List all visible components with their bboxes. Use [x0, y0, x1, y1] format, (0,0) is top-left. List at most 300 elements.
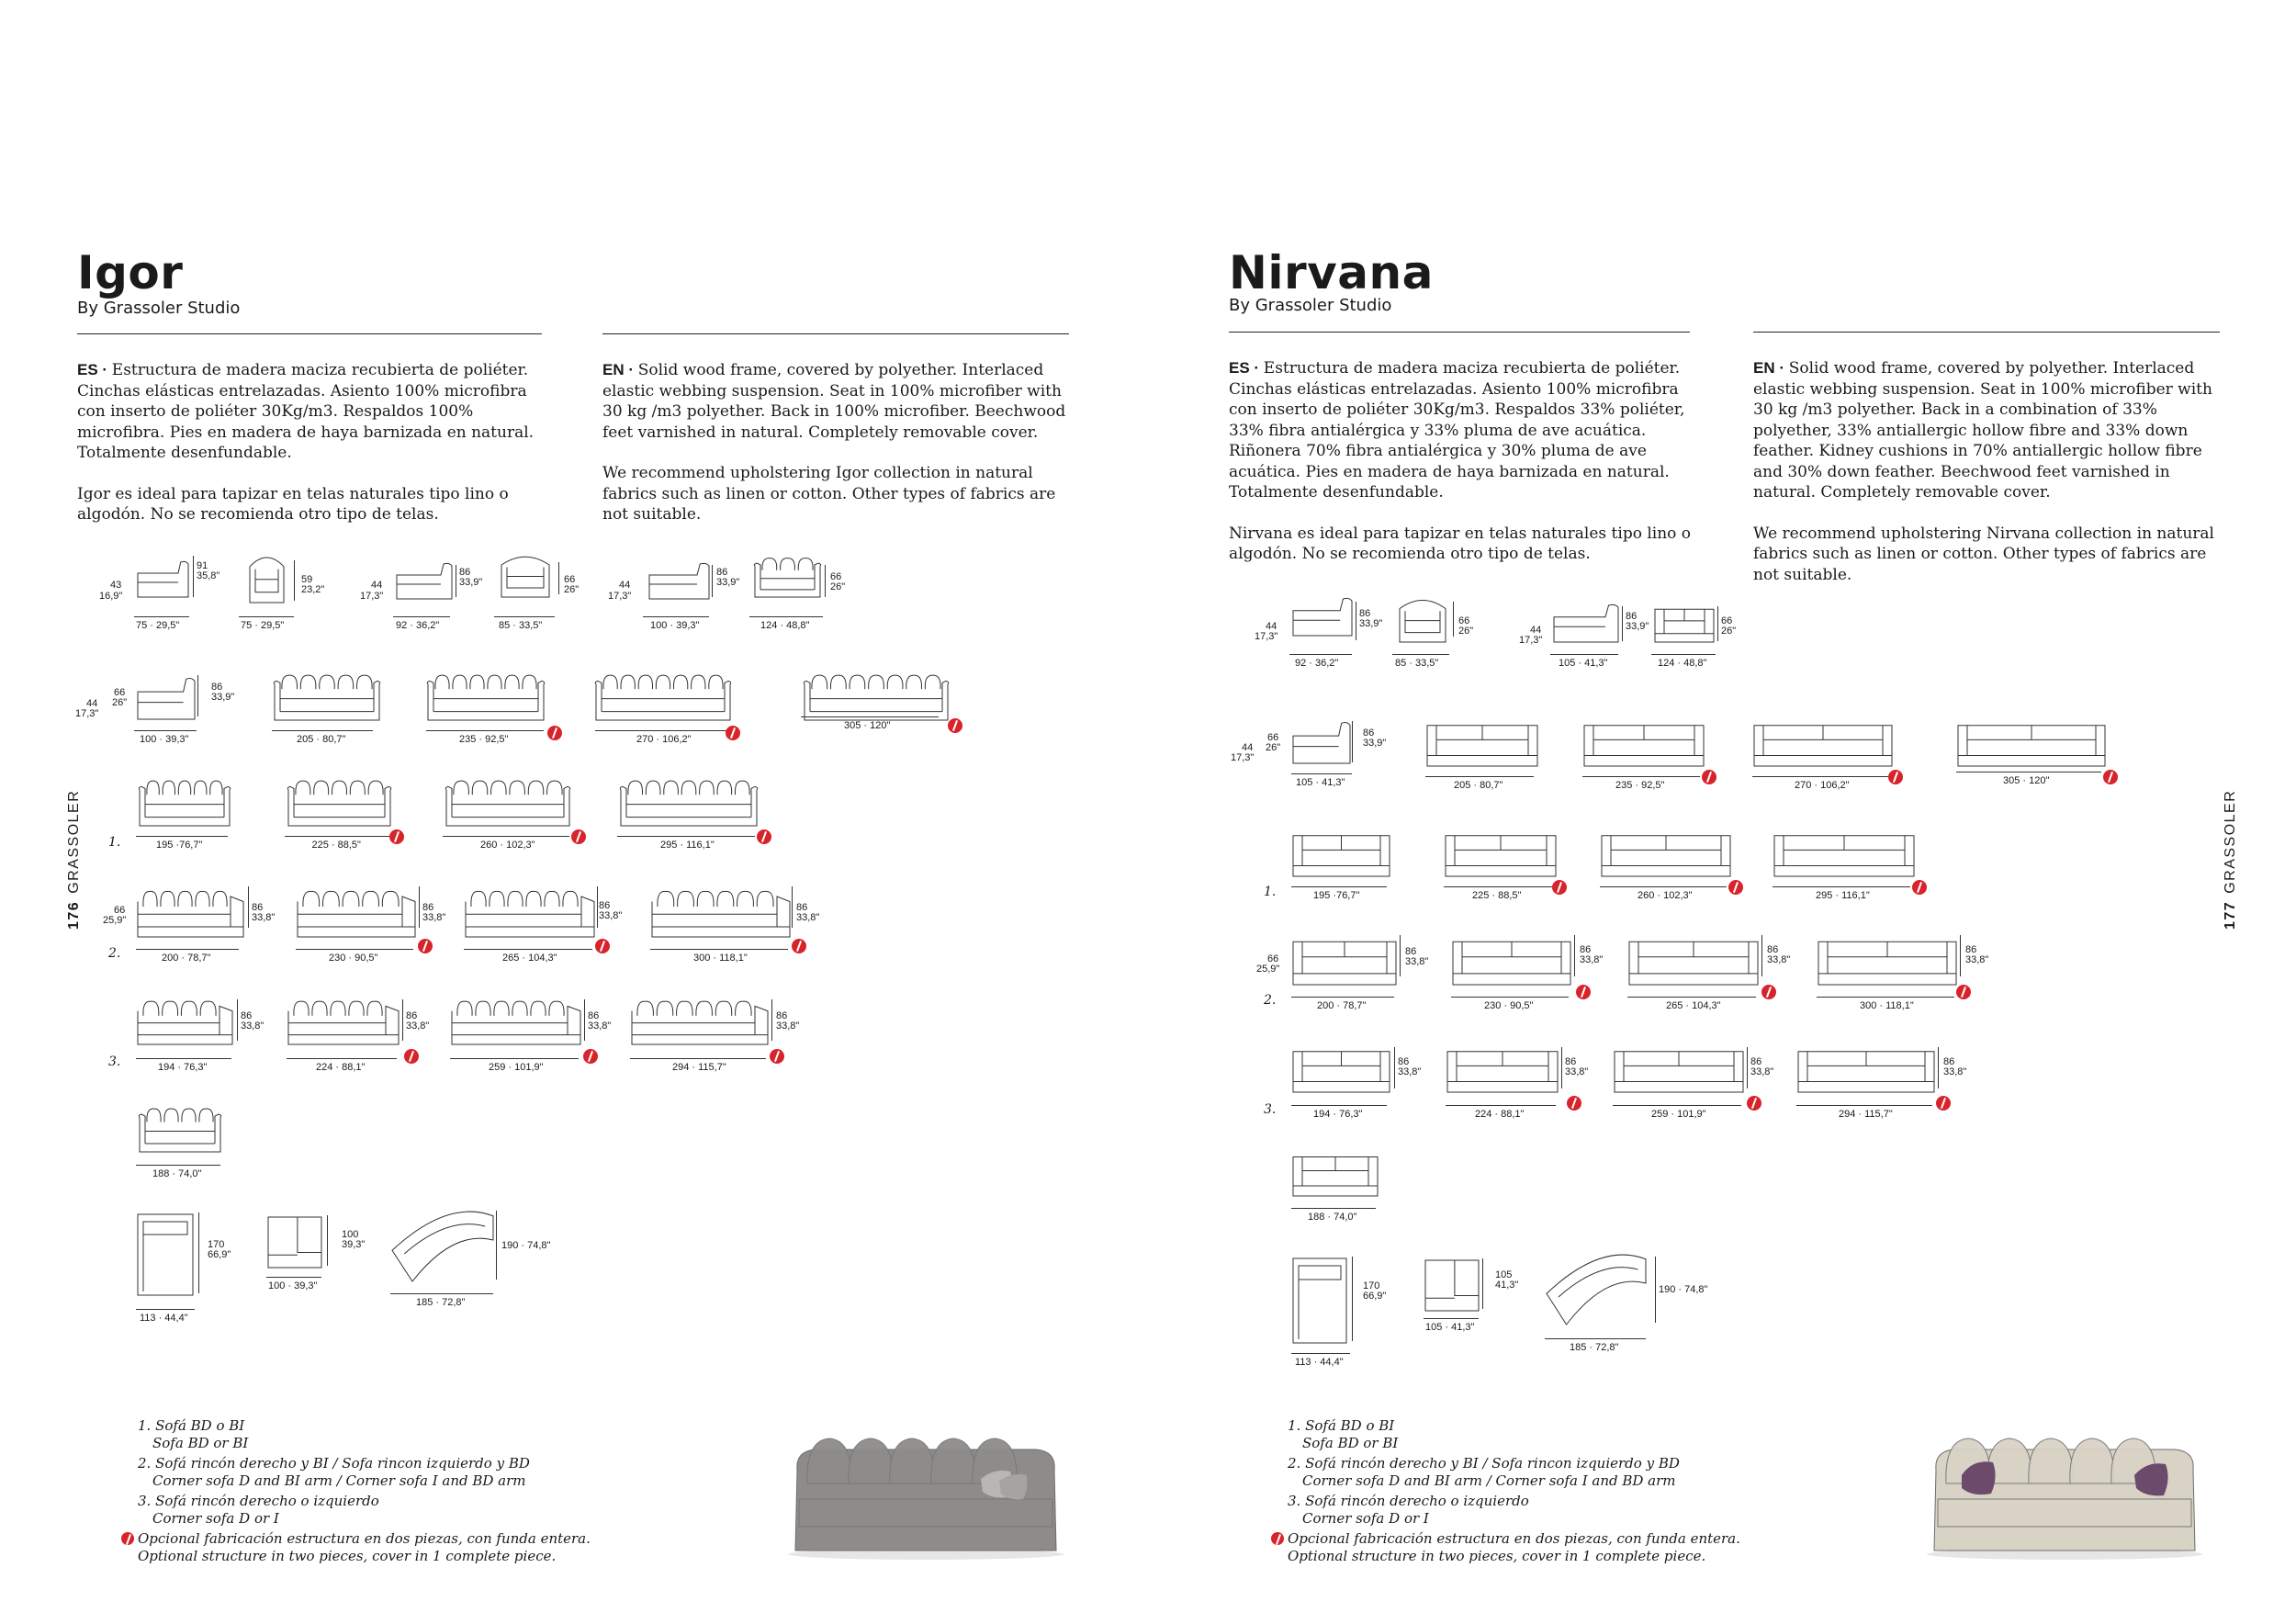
dimension-label: 300 · 118,1": [693, 953, 748, 964]
legend-text-en: Optional structure in two pieces, cover in 1 complete piece.: [1288, 1548, 1706, 1564]
dimension-line: [1444, 886, 1552, 887]
legend-text-en: Optional structure in two pieces, cover in 1 complete piece.: [138, 1548, 557, 1564]
sofa-drawing: [647, 560, 711, 603]
dimension-label: 25,9": [103, 915, 127, 926]
dimension-label: 92 · 36,2": [1295, 658, 1339, 669]
dimension-label: 43: [110, 580, 122, 591]
sofa-drawing: [296, 885, 417, 941]
dimension-label: 66: [1721, 615, 1733, 626]
dimension-label: 205 · 80,7": [297, 734, 346, 745]
legend-item: [1288, 1530, 1740, 1565]
dimension-label: 33,8": [406, 1021, 430, 1032]
product-title: Nirvana: [1229, 246, 1434, 299]
optional-two-piece-icon: [770, 1049, 784, 1064]
dimension-label: 86: [1580, 944, 1592, 955]
dimension-label: 33,8": [796, 912, 820, 923]
optional-two-piece-icon: [1956, 985, 1971, 999]
lang-tag: EN: [1753, 359, 1775, 377]
optional-two-piece-icon: [2103, 770, 2118, 784]
optional-two-piece-icon: [757, 829, 771, 844]
divider: [77, 333, 542, 334]
legend-text-es: Opcional fabricación estructura en dos piezas, con funda entera.: [1288, 1530, 1740, 1547]
dimension-label: 86: [1767, 944, 1779, 955]
dimension-label: 33,8": [776, 1021, 800, 1032]
dimension-line: [464, 949, 592, 950]
dimension-label: 26": [1458, 626, 1474, 637]
legend-text-en: Corner sofa D and BI arm / Corner sofa I and BD arm: [152, 1472, 526, 1489]
dimension-label: 86: [211, 682, 223, 693]
sofa-drawing: [287, 995, 400, 1048]
dimension-label: 86: [422, 902, 434, 913]
optional-two-piece-icon: [948, 718, 962, 733]
dimension-line: [558, 562, 559, 594]
dimension-label: 16,9": [99, 591, 123, 602]
dimension-line: [1446, 1105, 1556, 1106]
dimension-label: 33,9": [1363, 738, 1387, 749]
dimension-label: 205 · 80,7": [1454, 780, 1503, 791]
dimension-line: [1291, 1105, 1387, 1106]
dimension-line: [1453, 602, 1454, 637]
dimension-line: [1574, 935, 1575, 976]
legend-text-es: Opcional fabricación estructura en dos piezas, con funda entera.: [138, 1530, 591, 1547]
dimension-line: [390, 1293, 493, 1294]
sofa-drawing: [1752, 716, 1894, 770]
legend-notes: [1288, 1417, 1740, 1568]
dimension-line: [1545, 1338, 1646, 1339]
description-en: EN · Solid wood frame, covered by polyether. Interlaced elastic webbing suspension. Seat in 100% microfiber with 30 kg /m3 polyether. Back in 100% microfiber. Beechwood feet varnished in natural. Completely removable cover. We recommend upholstering Igor collection in natural fabrics such as linen or cotton. Other types of fabrics are not suitable.: [602, 361, 1066, 524]
sofa-drawing: [271, 671, 383, 724]
lang-tag: ES: [77, 361, 98, 378]
optional-two-piece-icon: [1567, 1096, 1581, 1111]
dimension-label: 33,8": [252, 912, 276, 923]
optional-two-piece-icon: [1271, 1532, 1284, 1545]
legend-text-es: 2. Sofá rincón derecho y BI / Sofa rincon izquierdo y BD: [1288, 1455, 1680, 1472]
legend-text-en: Corner sofa D and BI arm / Corner sofa I and BD arm: [1302, 1472, 1676, 1489]
dimension-line: [1392, 654, 1449, 655]
dimension-label: 265 · 104,3": [502, 953, 557, 964]
byline: By Grassoler Studio: [1229, 296, 1392, 315]
optional-two-piece-icon: [1912, 880, 1927, 895]
dimension-label: 33,9": [459, 577, 483, 588]
en-recommendation: We recommend upholstering Nirvana collection in natural fabrics such as linen or cotton. Other types of fabrics are not suitable.: [1753, 524, 2214, 584]
es-recommendation: Nirvana es ideal para tapizar en telas naturales tipo lino o algodón. No se recomienda otro tipo de telas.: [1229, 524, 1692, 563]
dimension-label: 44: [619, 580, 631, 591]
dimension-label: 86: [796, 902, 808, 913]
dimension-line: [1550, 654, 1618, 655]
dimension-line: [296, 949, 413, 950]
legend-text-en: Sofa BD or BI: [152, 1435, 249, 1451]
legend-text-en: Sofa BD or BI: [1302, 1435, 1399, 1451]
legend-item: [138, 1455, 591, 1490]
optional-two-piece-icon: [571, 829, 586, 844]
optional-two-piece-icon: [547, 726, 562, 740]
dimension-line: [584, 999, 585, 1041]
dimension-label: 23,2": [301, 584, 325, 595]
optional-two-piece-icon: [1936, 1096, 1951, 1111]
right-page: [1148, 0, 2296, 1624]
sofa-drawing: [1291, 827, 1391, 880]
optional-two-piece-icon: [1761, 985, 1776, 999]
en-paragraph: Solid wood frame, covered by polyether. Interlaced elastic webbing suspension. Seat in 100% microfiber with 30 kg /m3 polyether. Back in 100% microfiber. Beechwood feet varnished in natural. Completely removable cover.: [602, 361, 1066, 442]
dimension-line: [1394, 1047, 1395, 1088]
dimension-label: 33,9": [716, 577, 740, 588]
dimension-label: 294 · 115,7": [672, 1062, 726, 1073]
dimension-line: [1956, 772, 2101, 773]
optional-two-piece-icon: [418, 939, 433, 953]
dimension-label: 124 · 48,8": [1658, 658, 1707, 669]
row-number: 1.: [108, 835, 121, 850]
dimension-label: 86: [252, 902, 264, 913]
sofa-drawing: [1425, 716, 1539, 770]
page-number: 177: [2223, 900, 2238, 930]
dimension-line: [1622, 606, 1623, 641]
dimension-label: 66: [830, 571, 842, 582]
row-number: 2.: [108, 946, 121, 961]
dimension-label: 17,3": [608, 591, 632, 602]
dimension-label: 100 · 39,3": [140, 734, 189, 745]
dimension-line: [134, 616, 189, 617]
dimension-line: [496, 1211, 497, 1280]
row-number: 1.: [1264, 885, 1277, 899]
dimension-label: 105: [1495, 1269, 1513, 1280]
sofa-drawing: [650, 885, 792, 941]
optional-two-piece-icon: [1747, 1096, 1761, 1111]
dimension-label: 190 · 74,8": [501, 1240, 551, 1251]
dimension-label: 170: [1363, 1280, 1380, 1291]
sofa-drawing: [136, 885, 245, 941]
dimension-line: [1817, 997, 1954, 998]
sofa-drawing: [1773, 827, 1916, 880]
dimension-line: [650, 949, 788, 950]
dimension-label: 235 · 92,5": [459, 734, 509, 745]
dimension-label: 260 · 102,3": [480, 840, 535, 851]
dimension-label: 188 · 74,0": [152, 1168, 202, 1179]
dimension-line: [136, 1309, 195, 1310]
dimension-line: [287, 1058, 397, 1059]
dimension-label: 270 · 106,2": [636, 734, 692, 745]
dimension-label: 44: [86, 698, 98, 709]
dimension-line: [1938, 1047, 1939, 1088]
dimension-label: 230 · 90,5": [1484, 1000, 1534, 1011]
dimension-line: [1561, 1047, 1562, 1088]
dimension-label: 66: [1267, 732, 1279, 743]
dimension-label: 86: [1359, 608, 1371, 619]
dimension-line: [1613, 1105, 1741, 1106]
dimension-label: 224 · 88,1": [316, 1062, 366, 1073]
legend-item: [138, 1417, 591, 1452]
sofa-drawing: [1291, 1257, 1348, 1347]
dimension-label: 33,8": [1565, 1066, 1589, 1077]
dimension-line: [1291, 1208, 1376, 1209]
dimension-label: 44: [371, 580, 383, 591]
dimension-line: [248, 886, 249, 928]
dimension-line: [1352, 721, 1353, 762]
dimension-label: 86: [1626, 611, 1638, 622]
sofa-drawing: [136, 1212, 195, 1299]
dimension-label: 86: [241, 1010, 253, 1021]
legend-item: [1288, 1417, 1740, 1452]
byline: By Grassoler Studio: [77, 299, 241, 318]
sofa-drawing: [1545, 1254, 1648, 1328]
dimension-line: [426, 730, 544, 731]
dimension-line: [136, 1165, 220, 1166]
dimension-label: 91: [197, 560, 208, 571]
legend-item: [138, 1493, 591, 1528]
dimension-label: 113 · 44,4": [140, 1313, 188, 1324]
row-number: 2.: [1264, 993, 1277, 1008]
dimension-label: 260 · 102,3": [1638, 890, 1693, 901]
page-side-label: [66, 790, 83, 930]
dimension-label: 170: [208, 1239, 225, 1250]
product-photo: [779, 1415, 1073, 1565]
dimension-line: [494, 616, 555, 617]
dimension-label: 85 · 33,5": [1395, 658, 1439, 669]
legend-text-es: 1. Sofá BD o BI: [1288, 1417, 1395, 1434]
dimension-label: 100 · 39,3": [650, 620, 700, 631]
dimension-label: 66: [1458, 615, 1470, 626]
dimension-line: [134, 730, 197, 731]
sofa-drawing: [450, 995, 582, 1048]
dimension-label: 33,9": [211, 692, 235, 703]
optional-two-piece-icon: [726, 726, 740, 740]
dimension-label: 33,8": [1750, 1066, 1774, 1077]
sofa-drawing: [136, 1104, 224, 1156]
dimension-label: 33,8": [1767, 954, 1791, 965]
sofa-drawing: [1291, 1043, 1391, 1096]
dimension-label: 225 · 88,5": [1472, 890, 1522, 901]
dimension-label: 305 · 120": [844, 720, 891, 731]
dimension-label: 100: [342, 1229, 359, 1240]
dimension-label: 235 · 92,5": [1615, 780, 1665, 791]
dimension-label: 17,3": [75, 708, 99, 719]
dimension-line: [1960, 935, 1961, 976]
dimension-line: [402, 999, 403, 1041]
lang-tag: ES: [1229, 359, 1250, 377]
dimension-line: [1796, 1105, 1932, 1106]
dimension-label: 225 · 88,5": [311, 840, 361, 851]
dimension-line: [792, 886, 793, 928]
divider: [602, 333, 1069, 334]
es-paragraph: Estructura de madera maciza recubierta de poliéter. Cinchas elásticas entrelazadas. Asiento 100% microfibra con inserto de poliéter 30Kg/m3. Respaldos 100% microfibra. Pies en madera de haya barnizada en natural. Totalmente desenfundable.: [77, 361, 535, 462]
dimension-label: 230 · 90,5": [329, 953, 378, 964]
dimension-label: 26": [1721, 626, 1737, 637]
sofa-drawing: [1291, 595, 1354, 639]
dimension-label: 17,3": [360, 591, 384, 602]
sofa-drawing: [1956, 716, 2107, 770]
dimension-label: 294 · 115,7": [1839, 1109, 1893, 1120]
dimension-label: 85 · 33,5": [499, 620, 543, 631]
dimension-label: 86: [406, 1010, 418, 1021]
lang-tag: EN: [602, 361, 625, 378]
sofa-drawing: [1653, 602, 1716, 646]
dimension-label: 86: [599, 900, 611, 911]
dimension-label: 195 ·76,7": [1313, 890, 1360, 901]
sofa-drawing: [136, 995, 234, 1048]
dimension-label: 113 · 44,4": [1295, 1357, 1344, 1368]
dimension-label: 190 · 74,8": [1659, 1284, 1708, 1295]
dimension-line: [749, 616, 823, 617]
dimension-line: [1352, 1257, 1353, 1341]
dimension-label: 33,8": [1965, 954, 1989, 965]
optional-two-piece-icon: [389, 829, 404, 844]
dimension-label: 44: [1266, 621, 1277, 632]
dimension-label: 86: [1943, 1056, 1955, 1067]
sofa-image: [1927, 1438, 2202, 1560]
dimension-label: 33,9": [1626, 621, 1649, 632]
dimension-line: [266, 1277, 321, 1278]
sofa-drawing: [1613, 1043, 1745, 1096]
dimension-label: 86: [459, 567, 471, 578]
dimension-label: 44: [1530, 625, 1542, 636]
dimension-line: [327, 1215, 328, 1266]
dimension-line: [136, 836, 228, 837]
optional-two-piece-icon: [1702, 770, 1716, 784]
dimension-line: [1425, 776, 1534, 777]
sofa-drawing: [136, 558, 190, 601]
dimension-label: 185 · 72,8": [1570, 1342, 1619, 1353]
sofa-drawing: [244, 549, 289, 606]
dimension-label: 185 · 72,8": [416, 1297, 466, 1308]
legend-notes: [138, 1417, 591, 1568]
dimension-line: [294, 560, 295, 601]
dimension-line: [1424, 1318, 1479, 1319]
sofa-drawing: [1291, 932, 1398, 988]
dimension-line: [136, 1058, 231, 1059]
dimension-label: 33,8": [241, 1021, 264, 1032]
legend-text-es: 3. Sofá rincón derecho o izquierdo: [138, 1493, 379, 1509]
sofa-drawing: [136, 675, 197, 723]
dimension-line: [285, 836, 390, 837]
dimension-label: 33,8": [1943, 1066, 1967, 1077]
dimension-line: [393, 616, 450, 617]
dimension-label: 295 · 116,1": [1816, 890, 1870, 901]
dimension-label: 33,8": [599, 910, 623, 921]
sofa-drawing: [285, 776, 394, 829]
dimension-label: 86: [588, 1010, 600, 1021]
dimension-label: 86: [1750, 1056, 1762, 1067]
sofa-drawing: [1394, 592, 1451, 646]
dimension-label: 66,9": [1363, 1291, 1387, 1302]
dimension-label: 105 · 41,3": [1296, 777, 1345, 788]
dimension-line: [1451, 997, 1569, 998]
dimension-label: 194 · 76,3": [1313, 1109, 1363, 1120]
optional-two-piece-icon: [1728, 880, 1743, 895]
dimension-label: 295 · 116,1": [660, 840, 715, 851]
sofa-drawing: [592, 671, 734, 724]
sofa-image: [788, 1438, 1064, 1560]
dimension-line: [1482, 1258, 1483, 1309]
dimension-line: [1291, 886, 1387, 887]
dimension-label: 105 · 41,3": [1559, 658, 1608, 669]
dimension-line: [237, 999, 238, 1041]
dimension-line: [1289, 654, 1352, 655]
sofa-drawing: [617, 776, 760, 829]
dimension-label: 66: [114, 687, 126, 698]
dimension-line: [443, 836, 569, 837]
dimension-line: [1291, 997, 1394, 998]
divider: [1753, 332, 2220, 333]
dimension-label: 259 · 101,9": [489, 1062, 544, 1073]
dimension-line: [1400, 935, 1401, 976]
dimension-label: 224 · 88,1": [1475, 1109, 1525, 1120]
dimension-label: 195 ·76,7": [156, 840, 203, 851]
dimension-label: 86: [1965, 944, 1977, 955]
row-number: 3.: [108, 1054, 121, 1069]
dimension-line: [1717, 606, 1718, 641]
sofa-drawing: [464, 885, 596, 941]
legend-item: [1288, 1455, 1740, 1490]
dimension-label: 33,8": [1405, 956, 1429, 967]
sofa-drawing: [1817, 932, 1958, 988]
dimension-line: [597, 886, 598, 928]
dimension-label: 86: [716, 567, 728, 578]
optional-two-piece-icon: [404, 1049, 419, 1064]
dimension-label: 33,8": [1398, 1066, 1422, 1077]
divider: [1229, 332, 1690, 333]
dimension-line: [193, 556, 194, 597]
dimension-line: [1655, 1257, 1656, 1323]
dimension-label: 92 · 36,2": [396, 620, 440, 631]
sofa-drawing: [630, 995, 770, 1048]
dimension-line: [419, 886, 420, 928]
dimension-line: [801, 716, 939, 717]
dimension-label: 105 · 41,3": [1425, 1322, 1475, 1333]
optional-two-piece-icon: [121, 1532, 134, 1545]
dimension-label: 33,8": [422, 912, 446, 923]
dimension-label: 86: [1565, 1056, 1577, 1067]
sofa-drawing: [1291, 1148, 1379, 1200]
dimension-label: 17,3": [1255, 631, 1278, 642]
dimension-line: [1752, 776, 1888, 777]
dimension-label: 33,8": [1580, 954, 1604, 965]
legend-item: [1288, 1493, 1740, 1528]
sofa-drawing: [1600, 827, 1732, 880]
dimension-line: [136, 949, 239, 950]
dimension-label: 66: [564, 574, 576, 585]
product-title: Igor: [77, 246, 184, 299]
dimension-line: [643, 616, 709, 617]
optional-two-piece-icon: [792, 939, 806, 953]
dimension-label: 25,9": [1256, 964, 1280, 975]
dimension-label: 194 · 76,3": [158, 1062, 208, 1073]
row-number: 3.: [1264, 1102, 1277, 1117]
optional-two-piece-icon: [1888, 770, 1903, 784]
dimension-line: [825, 565, 826, 597]
dimension-line: [1747, 1047, 1748, 1088]
dimension-line: [450, 1058, 579, 1059]
page-side-label: [2223, 790, 2239, 930]
dimension-line: [595, 730, 729, 731]
dimension-label: 86: [1363, 727, 1375, 739]
dimension-label: 100 · 39,3": [268, 1280, 318, 1291]
legend-item: [138, 1530, 591, 1565]
dimension-label: 259 · 101,9": [1651, 1109, 1706, 1120]
sofa-drawing: [1444, 827, 1558, 880]
brand-label: GRASSOLER: [66, 789, 82, 894]
description-es: ES · Estructura de madera maciza recubierta de poliéter. Cinchas elásticas entrelazadas. Asiento 100% microfibra con inserto de poliéter 30Kg/m3. Respaldos 33% poliéter, 33% fibra antialérgica y 33% pluma de ave acuática. Riñonera 70% fibra antialérgica y 30% pluma de ave acuática. Pies en madera de haya barnizada en natural. Totalmente desenfundable. Nirvana es ideal para tapizar en telas naturales tipo lino o algodón. No se recomienda otro tipo de telas.: [1229, 359, 1692, 563]
sofa-drawing: [496, 549, 555, 601]
sofa-drawing: [751, 554, 824, 601]
dimension-label: 39,3": [342, 1239, 366, 1250]
sofa-drawing: [424, 671, 547, 724]
sofa-drawing: [1552, 602, 1620, 646]
sofa-drawing: [395, 560, 454, 603]
dimension-line: [771, 999, 772, 1041]
dimension-label: 66: [1267, 953, 1279, 964]
dimension-label: 41,3": [1495, 1280, 1519, 1291]
optional-two-piece-icon: [595, 939, 610, 953]
sofa-drawing: [1582, 716, 1705, 770]
